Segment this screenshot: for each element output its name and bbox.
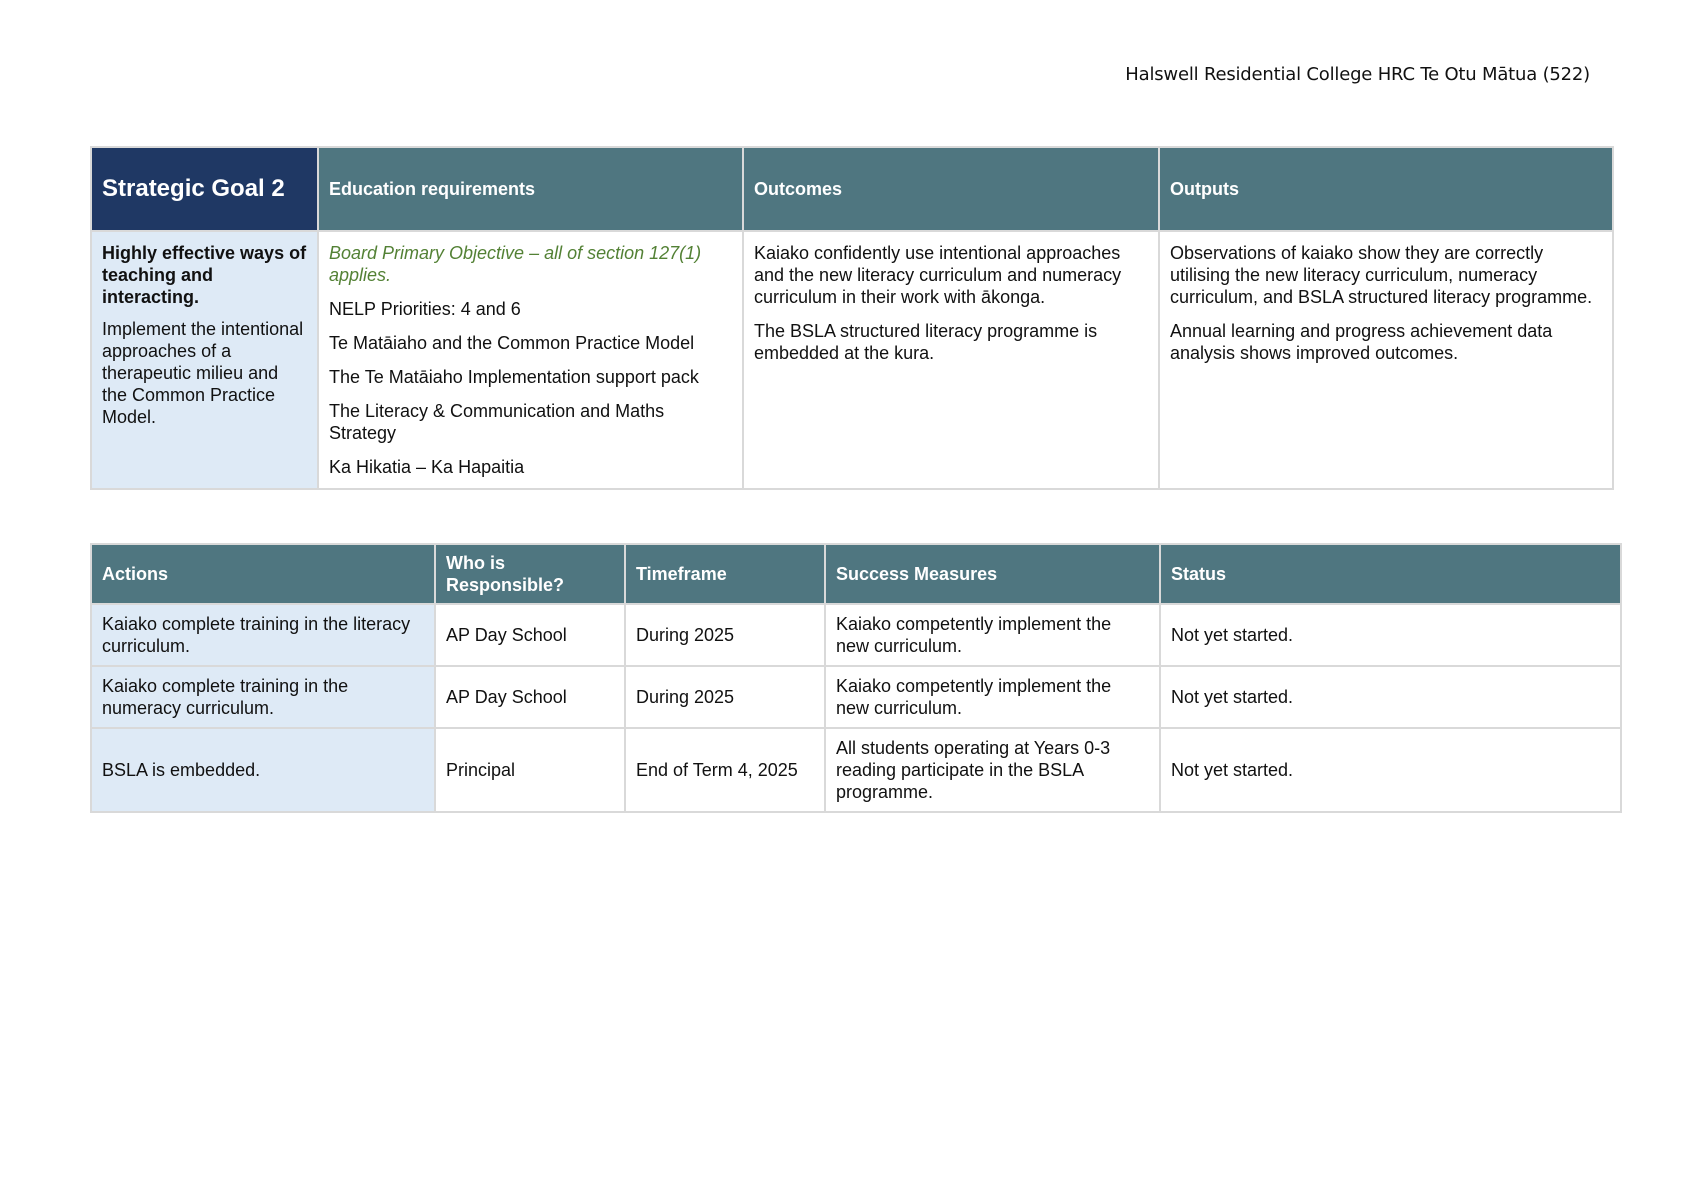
outcome-item: The BSLA structured literacy programme is embedded at the kura. <box>754 321 1098 363</box>
timeframe-cell: During 2025 <box>625 604 825 666</box>
column-header-responsible: Who is Responsible? <box>435 544 625 604</box>
goal-table-header-row <box>91 147 1613 231</box>
status-cell: Not yet started. <box>1160 604 1621 666</box>
responsible-cell: Principal <box>435 728 625 812</box>
status-cell: Not yet started. <box>1160 666 1621 728</box>
board-primary-objective: Board Primary Objective – all of section 127(1) applies. <box>329 243 702 285</box>
table-row <box>91 666 1621 728</box>
table-row <box>91 604 1621 666</box>
requirement-item: NELP Priorities: 4 and 6 <box>329 299 521 319</box>
requirement-item: Ka Hikatia – Ka Hapaitia <box>329 457 525 477</box>
success-measure-cell: All students operating at Years 0-3 reading participate in the BSLA programme. <box>825 728 1160 812</box>
column-header-status: Status <box>1160 544 1621 604</box>
goal-heading: Highly effective ways of teaching and interacting. <box>102 243 307 307</box>
education-requirements-cell <box>318 231 743 489</box>
success-measure-cell: Kaiako competently implement the new curriculum. <box>825 666 1160 728</box>
outputs-cell <box>1159 231 1613 489</box>
responsible-cell: AP Day School <box>435 604 625 666</box>
table-row <box>91 728 1621 812</box>
column-header-timeframe: Timeframe <box>625 544 825 604</box>
strategic-goal-title: Strategic Goal 2 <box>91 147 318 231</box>
action-cell: Kaiako complete training in the literacy curriculum. <box>91 604 435 666</box>
status-cell: Not yet started. <box>1160 728 1621 812</box>
column-header-outputs: Outputs <box>1159 147 1613 231</box>
page-header: Halswell Residential College HRC Te Otu Mātua (522) <box>1125 64 1590 85</box>
output-item: Observations of kaiako show they are correctly utilising the new literacy curriculum, numeracy curriculum, and BSLA structured literacy programme. <box>1170 243 1593 307</box>
output-item: Annual learning and progress achievement data analysis shows improved outcomes. <box>1170 321 1553 363</box>
column-header-success-measures: Success Measures <box>825 544 1160 604</box>
actions-table <box>90 543 1622 813</box>
column-header-actions: Actions <box>91 544 435 604</box>
timeframe-cell: End of Term 4, 2025 <box>625 728 825 812</box>
action-cell: Kaiako complete training in the numeracy curriculum. <box>91 666 435 728</box>
success-measure-cell: Kaiako competently implement the new curriculum. <box>825 604 1160 666</box>
goal-description-cell <box>91 231 318 489</box>
goal-description: Implement the intentional approaches of a therapeutic milieu and the Common Practice Model. <box>102 319 304 427</box>
requirement-item: Te Matāiaho and the Common Practice Model <box>329 333 695 353</box>
actions-table-header-row <box>91 544 1621 604</box>
timeframe-cell: During 2025 <box>625 666 825 728</box>
column-header-education-requirements: Education requirements <box>318 147 743 231</box>
requirement-item: The Te Matāiaho Implementation support pack <box>329 367 699 387</box>
action-cell: BSLA is embedded. <box>91 728 435 812</box>
goal-table-row <box>91 231 1613 489</box>
requirement-item: The Literacy & Communication and Maths Strategy <box>329 401 665 443</box>
column-header-outcomes: Outcomes <box>743 147 1159 231</box>
strategic-goal-table <box>90 146 1614 490</box>
outcomes-cell <box>743 231 1159 489</box>
outcome-item: Kaiako confidently use intentional approaches and the new literacy curriculum and numeracy curriculum in their work with ākonga. <box>754 243 1122 307</box>
responsible-cell: AP Day School <box>435 666 625 728</box>
